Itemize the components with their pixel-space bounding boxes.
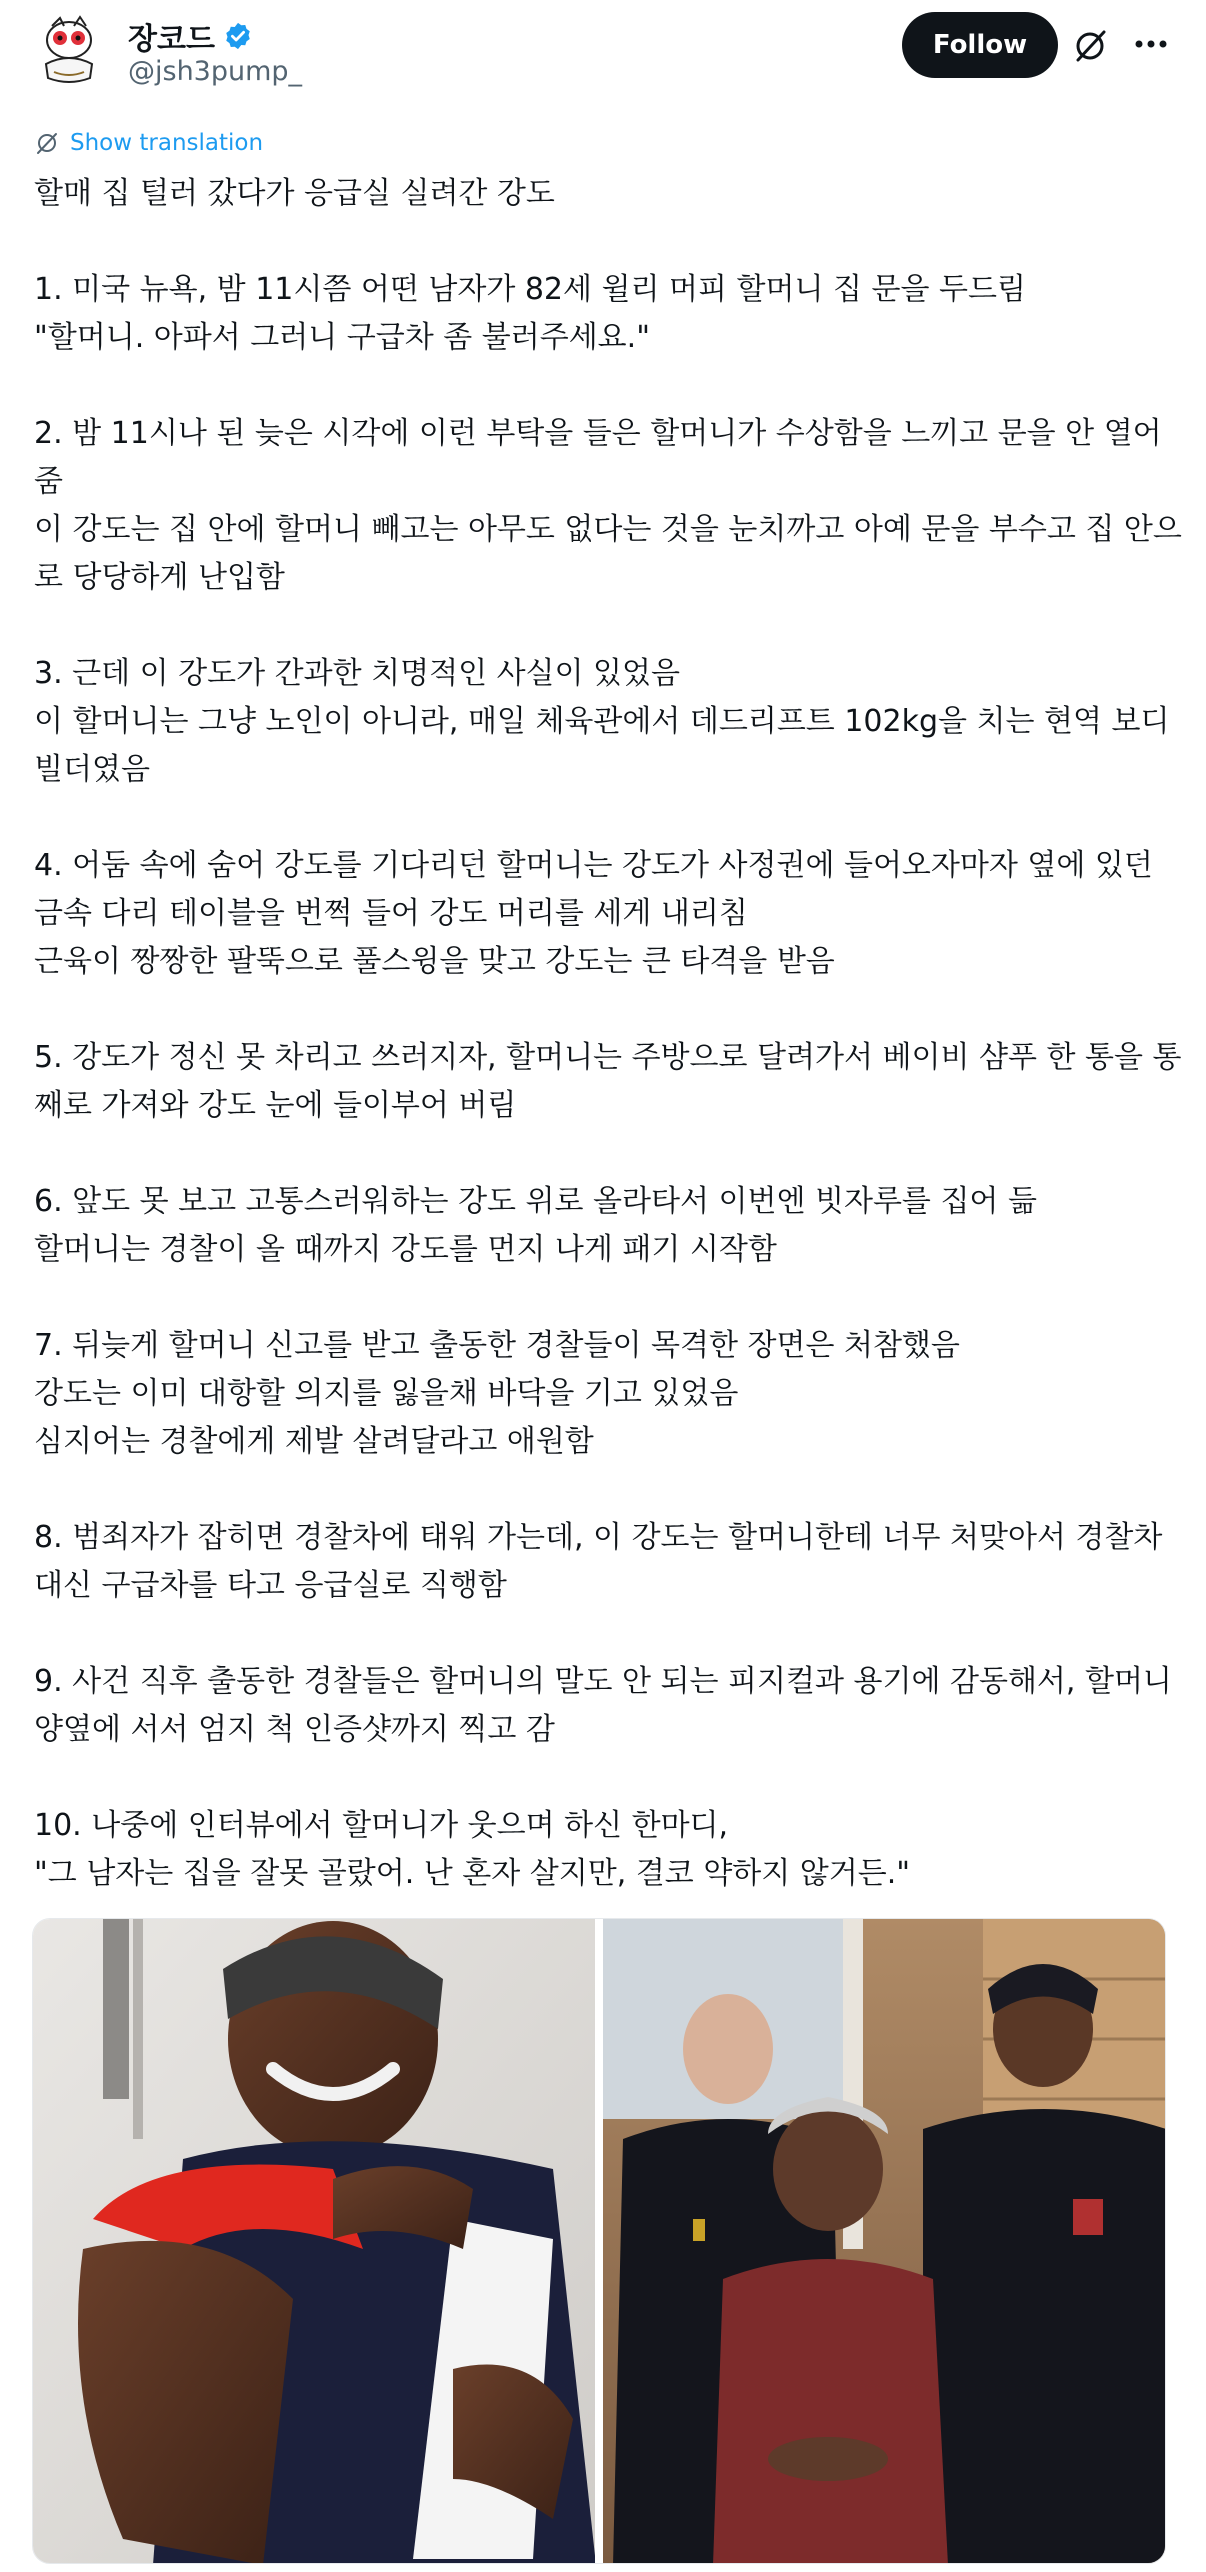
show-translation-label[interactable]: Show translation [70,130,264,156]
more-options-icon[interactable] [1126,24,1176,64]
photo-police-image [603,1919,1165,2563]
post-paragraph: 7. 뒤늦게 할머니 신고를 받고 출동한 경찰들이 목격한 장면은 처참했음 강도는 이미 대항할 의지를 잃을채 바닥을 기고 있었음 심지어는 경찰에게 제발 살려달라고 애원함 [34,1328,960,1459]
post-text [34,170,1184,1898]
post-paragraph: 2. 밤 11시나 된 늦은 시각에 이런 부탁을 들은 할머니가 수상함을 느끼고 문을 안 열어줌 이 강도는 집 안에 할머니 빼고는 아무도 없다는 것을 눈치까고 아예 문을 부수고 집 안으로 당당하게 난입함 [34,416,1182,595]
avatar-cartoon-icon [30,12,108,90]
author-avatar[interactable] [30,12,108,90]
post-paragraph: 할매 집 털러 갔다가 응급실 실려간 강도 [34,176,555,211]
post-paragraph: 10. 나중에 인터뷰에서 할머니가 웃으며 하신 한마디, "그 남자는 집을 잘못 골랐어. 난 혼자 살지만, 결코 약하지 않거든." [34,1808,911,1891]
follow-button[interactable]: Follow [902,12,1058,78]
grok-icon[interactable] [1070,26,1110,66]
post-header [0,0,1206,120]
post-paragraph: 3. 근데 이 강도가 간과한 치명적인 사실이 있었음 이 할머니는 그냥 노인이 아니라, 매일 체육관에서 데드리프트 102kg을 치는 현역 보디빌더였음 [34,656,1170,787]
author-display-name[interactable]: 장코드 [128,22,215,57]
post-media [32,1918,1166,2564]
post-paragraph: 8. 범죄자가 잡히면 경찰차에 태워 가는데, 이 강도는 할머니한테 너무 처맞아서 경찰차 대신 구급차를 타고 응급실로 직행함 [34,1520,1172,1603]
post-paragraph: 4. 어둠 속에 숨어 강도를 기다리던 할머니는 강도가 사정권에 들어오자마자 옆에 있던 금속 다리 테이블을 번쩍 들어 강도 머리를 세게 내리침 근육이 짱짱한 팔뚝으로 풀스윙을 맞고 강도는 큰 타격을 받음 [34,848,1153,979]
author-name-row[interactable] [128,14,253,58]
photo-bodybuilder-image [33,1919,595,2563]
post-paragraph: 9. 사건 직후 출동한 경찰들은 할머니의 말도 안 되는 피지컬과 용기에 감동해서, 할머니 양옆에 서서 엄지 척 인증샷까지 찍고 감 [34,1664,1182,1747]
verified-badge-icon [223,21,253,51]
post-paragraph: 1. 미국 뉴욕, 밤 11시쯤 어떤 남자가 82세 윌리 머피 할머니 집 문을 두드림 "할머니. 아파서 그러니 구급차 좀 불러주세요." [34,272,1026,355]
photo-bodybuilder-grandmother[interactable] [33,1919,595,2563]
translate-icon [34,130,60,156]
photo-grandmother-with-police[interactable] [603,1919,1165,2563]
show-translation-link[interactable] [34,130,263,156]
post-paragraph: 5. 강도가 정신 못 차리고 쓰러지자, 할머니는 주방으로 달려가서 베이비 샴푸 한 통을 통째로 가져와 강도 눈에 들이부어 버림 [34,1040,1182,1123]
author-handle[interactable]: @jsh3pump_ [128,56,303,87]
post-paragraph: 6. 앞도 못 보고 고통스러워하는 강도 위로 올라타서 이번엔 빗자루를 집어 듦 할머니는 경찰이 올 때까지 강도를 먼지 나게 패기 시작함 [34,1184,1037,1267]
